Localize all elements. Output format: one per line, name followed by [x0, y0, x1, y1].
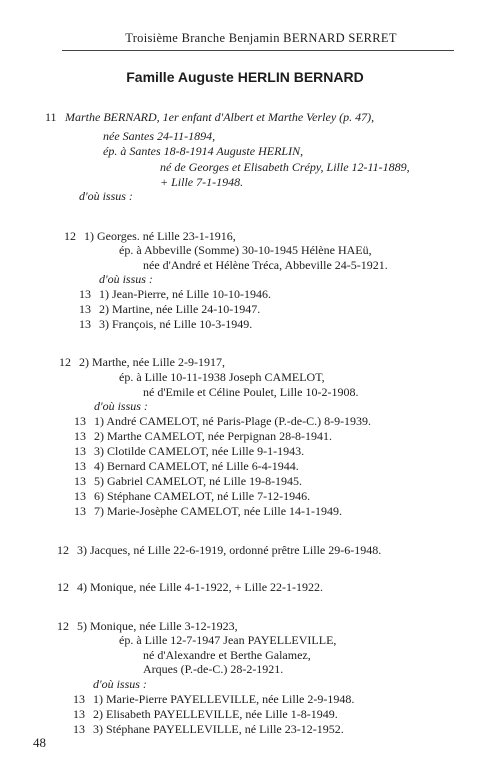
entry-line	[74, 444, 304, 458]
entry-text: 1) Marie-Pierre PAYELLEVILLE, née Lille 2-9-1948.	[93, 692, 355, 706]
entry-line	[143, 385, 358, 399]
entry-text: 3) Clotilde CAMELOT, née Lille 9-1-1943.	[94, 444, 305, 458]
entry-line	[57, 543, 381, 557]
entry-line	[103, 144, 303, 158]
entry-line	[143, 258, 388, 272]
entry-line	[103, 129, 215, 143]
entry-line	[74, 414, 371, 428]
entry-text: 1) André CAMELOT, né Paris-Plage (P.-de-C.) 8-9-1939.	[94, 414, 372, 428]
entry-line	[74, 429, 332, 443]
entry-text: 7) Marie-Josèphe CAMELOT, née Lille 14-1-1949.	[94, 504, 343, 518]
entry-line	[57, 619, 238, 633]
generation-number: 12	[57, 543, 69, 557]
entry-text: 4) Bernard CAMELOT, né Lille 6-4-1944.	[94, 459, 299, 473]
generation-number: 13	[74, 489, 86, 503]
entry-line	[99, 272, 153, 286]
entry-line	[74, 504, 342, 518]
entry-text: 3) Stéphane PAYELLEVILLE, né Lille 23-12-1952.	[93, 722, 344, 736]
entry-text: d'où issus :	[99, 272, 153, 286]
entry-text: d'où issus :	[79, 189, 133, 203]
entry-line	[93, 677, 147, 691]
generation-number: 13	[74, 474, 86, 488]
entry-text: 2) Marthe, née Lille 2-9-1917,	[79, 355, 225, 369]
entry-line	[119, 633, 336, 647]
entry-line	[74, 474, 302, 488]
generation-number: 13	[79, 287, 91, 301]
generation-number: 11	[45, 110, 57, 124]
entry-line	[143, 648, 311, 662]
entry-text: 6) Stéphane CAMELOT, né Lille 7-12-1946.	[94, 489, 311, 503]
entry-text: née d'André et Hélène Tréca, Abbeville 24-5-1921.	[143, 258, 388, 272]
entry-text: née Santes 24-11-1894,	[103, 129, 216, 143]
entry-line	[73, 707, 338, 721]
entry-text: ép. à Santes 18-8-1914 Auguste HERLIN,	[103, 144, 304, 158]
entry-line	[73, 722, 344, 736]
entry-text: d'où issus :	[93, 677, 147, 691]
entry-line	[64, 229, 236, 243]
entry-text: né d'Emile et Céline Poulet, Lille 10-2-1908.	[143, 385, 359, 399]
page-number: 48	[33, 735, 46, 750]
entry-text: Marthe BERNARD, 1er enfant d'Albert et Marthe Verley (p. 47),	[65, 110, 375, 124]
entry-line	[79, 302, 260, 316]
entry-text: 2) Marthe CAMELOT, née Perpignan 28-8-1941.	[94, 429, 333, 443]
entry-line	[79, 189, 133, 203]
generation-number: 13	[74, 459, 86, 473]
entry-text: 5) Monique, née Lille 3-12-1923,	[77, 619, 238, 633]
entry-text: né de Georges et Elisabeth Crépy, Lille 12-11-1889,	[160, 160, 410, 174]
entry-line	[79, 287, 271, 301]
entry-line	[119, 243, 372, 257]
generation-number: 13	[74, 414, 86, 428]
entry-line	[160, 175, 243, 189]
generation-number: 13	[73, 692, 85, 706]
entry-text: 4) Monique, née Lille 4-1-1922, + Lille 22-1-1922.	[77, 580, 324, 594]
entry-line	[74, 489, 310, 503]
entry-line	[73, 692, 354, 706]
generation-number: 13	[79, 302, 91, 316]
entry-text: ép. à Abbeville (Somme) 30-10-1945 Hélène HAEü,	[119, 243, 372, 257]
entry-text: 2) Elisabeth PAYELLEVILLE, née Lille 1-8-1949.	[93, 707, 338, 721]
generation-number: 12	[57, 619, 69, 633]
entry-line	[160, 160, 410, 174]
entry-text: Arques (P.-de-C.) 28-2-1921.	[143, 662, 284, 676]
entry-text: 2) Martine, née Lille 24-10-1947.	[99, 302, 261, 316]
entry-line	[57, 580, 323, 594]
entry-line	[119, 370, 325, 384]
entry-line	[45, 110, 374, 124]
entry-text: 5) Gabriel CAMELOT, né Lille 19-8-1945.	[94, 474, 303, 488]
entry-text: né d'Alexandre et Berthe Galamez,	[143, 648, 311, 662]
entry-line	[94, 399, 148, 413]
generation-number: 13	[74, 504, 86, 518]
entry-text: 3) François, né Lille 10-3-1949.	[99, 317, 253, 331]
entry-text: 3) Jacques, né Lille 22-6-1919, ordonné prêtre Lille 29-6-1948.	[77, 543, 382, 557]
entry-text: 1) Jean-Pierre, né Lille 10-10-1946.	[99, 287, 271, 301]
generation-number: 13	[73, 722, 85, 736]
generation-number: 13	[74, 429, 86, 443]
entry-line	[79, 317, 252, 331]
generation-number: 12	[59, 355, 71, 369]
generation-number: 13	[79, 317, 91, 331]
generation-number: 13	[73, 707, 85, 721]
entry-text: 1) Georges. né Lille 23-1-1916,	[84, 229, 236, 243]
entry-text: ép. à Lille 10-11-1938 Joseph CAMELOT,	[119, 370, 325, 384]
family-title: Famille Auguste HERLIN BERNARD	[126, 69, 364, 85]
entry-text: + Lille 7-1-1948.	[160, 175, 244, 189]
entry-line	[143, 662, 283, 676]
entry-line	[59, 355, 225, 369]
entry-line	[74, 459, 299, 473]
running-header: Troisième Branche Benjamin BERNARD SERRET	[125, 31, 397, 45]
entry-text: d'où issus :	[94, 399, 148, 413]
generation-number: 12	[64, 229, 76, 243]
generation-number: 13	[74, 444, 86, 458]
entry-text: ép. à Lille 12-7-1947 Jean PAYELLEVILLE,	[119, 633, 337, 647]
header-divider	[62, 50, 454, 51]
generation-number: 12	[57, 580, 69, 594]
